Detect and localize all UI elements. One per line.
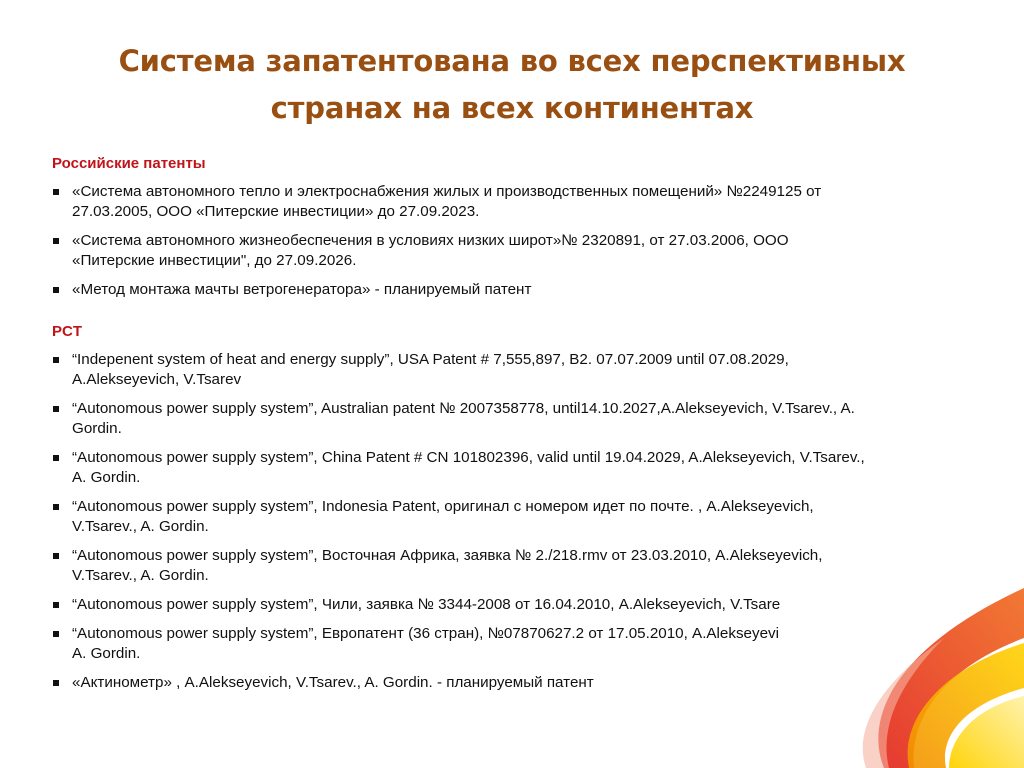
list-item-line: “Autonomous power supply system”, Чили, заявка № 3344-2008 от 16.04.2010, A.Alekseyevich, V.Tsare	[72, 596, 781, 613]
square-bullet-icon	[53, 238, 59, 244]
list-item-line: «Метод монтажа мачты ветрогенератора» - планируемый патент	[72, 281, 532, 298]
flame-swoosh-yellow	[949, 696, 1024, 768]
square-bullet-icon	[53, 455, 59, 461]
list-item-line: A.Alekseyevich, V.Tsarev	[72, 371, 242, 388]
title-line-2: странах на всех континентах	[270, 91, 754, 125]
square-bullet-icon	[53, 602, 59, 608]
square-bullet-icon	[53, 631, 59, 637]
square-bullet-icon	[53, 680, 59, 686]
square-bullet-icon	[53, 189, 59, 195]
list-item-line: V.Tsarev., A. Gordin.	[72, 567, 209, 584]
square-bullet-icon	[53, 287, 59, 293]
list-item	[52, 497, 967, 537]
list-item-line: 27.03.2005, ООО «Питерские инвестиции» до 27.09.2023.	[72, 203, 480, 220]
list-item-line: «Система автономного тепло и электроснабжения жилых и производственных помещений» №2249125 от	[72, 183, 822, 200]
square-bullet-icon	[53, 357, 59, 363]
square-bullet-icon	[53, 553, 59, 559]
pct-heading: PCT	[52, 323, 82, 340]
list-item-line: “Indepenent system of heat and energy supply”, USA Patent # 7,555,897, B2. 07.07.2009 until 07.08.2029,	[72, 351, 789, 368]
slide-title	[60, 38, 964, 132]
list-item-line: V.Tsarev., A. Gordin.	[72, 518, 209, 535]
list-item-line: A. Gordin.	[72, 645, 141, 662]
list-item	[52, 595, 967, 615]
square-bullet-icon	[53, 406, 59, 412]
title-line-1: Система запатентована во всех перспективных	[118, 44, 906, 78]
russian-patents-heading: Российские патенты	[52, 155, 206, 172]
list-item-line: A. Gordin.	[72, 469, 141, 486]
list-item	[52, 399, 967, 439]
pct-patents-list	[52, 350, 967, 693]
list-item-line: “Autonomous power supply system”, Восточная Африка, заявка № 2./218.rmv от 23.03.2010, A.Alekseyevich,	[72, 547, 823, 564]
list-item	[52, 546, 967, 586]
slide-content	[52, 154, 967, 702]
russian-patents-list	[52, 182, 967, 300]
list-item-line: “Autonomous power supply system”, China Patent # CN 101802396, valid until 19.04.2029, A.Alekseyevich, V.Tsarev.,	[72, 449, 865, 466]
list-item-line: “Autonomous power supply system”, Европатент (36 стран), №07870627.2 от 17.05.2010, A.Alekseyevi	[72, 625, 780, 642]
list-item-line: «Система автономного жизнеобеспечения в условиях низких широт»№ 2320891, от 27.03.2006, ООО	[72, 232, 789, 249]
list-item	[52, 673, 967, 693]
list-item	[52, 182, 967, 222]
list-item-line: «Актинометр» , A.Alekseyevich, V.Tsarev., A. Gordin. - планируемый патент	[72, 674, 594, 691]
list-item	[52, 448, 967, 488]
list-item-line: “Autonomous power supply system”, Indonesia Patent, оригинал с номером идет по почте. , A.Alekseyevich,	[72, 498, 814, 515]
square-bullet-icon	[53, 504, 59, 510]
list-item-line: «Питерские инвестиции", до 27.09.2026.	[72, 252, 357, 269]
list-item-line: Gordin.	[72, 420, 122, 437]
list-item	[52, 280, 967, 300]
list-item	[52, 350, 967, 390]
list-item	[52, 624, 967, 664]
list-item	[52, 231, 967, 271]
list-item-line: “Autonomous power supply system”, Australian patent № 2007358778, until14.10.2027,A.Alekseyevich, V.Tsarev., A.	[72, 400, 855, 417]
